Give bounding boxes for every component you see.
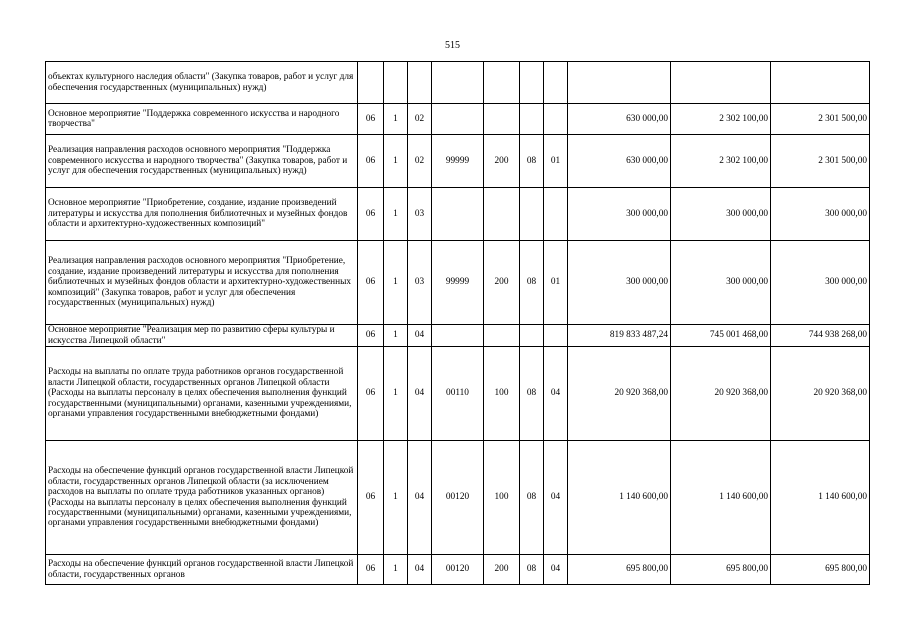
amount-year-1 xyxy=(568,62,671,104)
row-description: Основное мероприятие "Приобретение, создание, издание произведений литературы и искусства для пополнения библиотечных и музейных фондов области и архитектурно-художественных композиций" xyxy=(46,188,358,241)
table-row xyxy=(46,188,870,241)
amount-year-3: 2 301 500,00 xyxy=(771,135,870,188)
amount-year-2 xyxy=(671,62,771,104)
expense-type-code: 200 xyxy=(484,241,520,325)
expense-direction-code: 00120 xyxy=(432,555,484,585)
row-description: Расходы на выплаты по оплате труда работников органов государственной власти Липецкой области, государственных органов Липецкой области (Расходы на выплаты персоналу в целях обеспечения выполнения функций государственными (муниципальными) органами, казенными учреждениями, органами управления государственными внебюджетными фондами) xyxy=(46,347,358,441)
activity-code: 02 xyxy=(408,104,432,135)
activity-code: 02 xyxy=(408,135,432,188)
table-row xyxy=(46,104,870,135)
subprogram-code: 1 xyxy=(384,241,408,325)
row-description: Основное мероприятие "Реализация мер по развитию сферы культуры и искусства Липецкой области" xyxy=(46,325,358,347)
subsection-code xyxy=(544,188,568,241)
activity-code: 03 xyxy=(408,241,432,325)
amount-year-2: 300 000,00 xyxy=(671,188,771,241)
program-code: 06 xyxy=(358,325,384,347)
subsection-code xyxy=(544,104,568,135)
subprogram-code: 1 xyxy=(384,188,408,241)
subsection-code: 01 xyxy=(544,241,568,325)
subprogram-code: 1 xyxy=(384,555,408,585)
expense-type-code: 100 xyxy=(484,441,520,555)
table-row xyxy=(46,62,870,104)
expense-type-code xyxy=(484,188,520,241)
amount-year-3: 695 800,00 xyxy=(771,555,870,585)
amount-year-3: 744 938 268,00 xyxy=(771,325,870,347)
row-description: Реализация направления расходов основного мероприятия "Приобретение, создание, издание произведений литературы и искусства для пополнения библиотечных и музейных фондов области и архитектурно-художественных композиций" (Закупка товаров, работ и услуг для обеспечения государственных (муниципальных) нужд) xyxy=(46,241,358,325)
amount-year-2: 695 800,00 xyxy=(671,555,771,585)
subprogram-code: 1 xyxy=(384,347,408,441)
amount-year-1: 630 000,00 xyxy=(568,104,671,135)
section-code: 08 xyxy=(520,441,544,555)
expense-direction-code xyxy=(432,104,484,135)
section-code: 08 xyxy=(520,241,544,325)
activity-code: 03 xyxy=(408,188,432,241)
amount-year-3: 20 920 368,00 xyxy=(771,347,870,441)
section-code xyxy=(520,62,544,104)
activity-code xyxy=(408,62,432,104)
subsection-code: 04 xyxy=(544,555,568,585)
expense-type-code xyxy=(484,325,520,347)
subprogram-code: 1 xyxy=(384,325,408,347)
expense-direction-code xyxy=(432,325,484,347)
program-code: 06 xyxy=(358,347,384,441)
expense-direction-code xyxy=(432,188,484,241)
section-code xyxy=(520,104,544,135)
program-code: 06 xyxy=(358,188,384,241)
amount-year-3 xyxy=(771,62,870,104)
amount-year-1: 300 000,00 xyxy=(568,241,671,325)
budget-table xyxy=(45,61,870,585)
program-code: 06 xyxy=(358,241,384,325)
program-code: 06 xyxy=(358,104,384,135)
subsection-code xyxy=(544,62,568,104)
expense-type-code: 200 xyxy=(484,555,520,585)
subsection-code xyxy=(544,325,568,347)
amount-year-2: 1 140 600,00 xyxy=(671,441,771,555)
amount-year-1: 20 920 368,00 xyxy=(568,347,671,441)
amount-year-2: 300 000,00 xyxy=(671,241,771,325)
expense-direction-code: 00110 xyxy=(432,347,484,441)
expense-direction-code: 99999 xyxy=(432,241,484,325)
subsection-code: 04 xyxy=(544,441,568,555)
amount-year-2: 20 920 368,00 xyxy=(671,347,771,441)
expense-type-code xyxy=(484,62,520,104)
section-code: 08 xyxy=(520,347,544,441)
program-code: 06 xyxy=(358,555,384,585)
expense-type-code xyxy=(484,104,520,135)
amount-year-3: 1 140 600,00 xyxy=(771,441,870,555)
amount-year-2: 2 302 100,00 xyxy=(671,104,771,135)
program-code: 06 xyxy=(358,135,384,188)
amount-year-3: 300 000,00 xyxy=(771,241,870,325)
program-code xyxy=(358,62,384,104)
amount-year-3: 2 301 500,00 xyxy=(771,104,870,135)
subprogram-code: 1 xyxy=(384,441,408,555)
row-description: объектах культурного наследия области" (Закупка товаров, работ и услуг для обеспечения государственных (муниципальных) нужд) xyxy=(46,62,358,104)
row-description: Реализация направления расходов основного мероприятия "Поддержка современного искусства и народного творчества" (Закупка товаров, работ и услуг для обеспечения государственных (муниципальных) нужд) xyxy=(46,135,358,188)
subsection-code: 04 xyxy=(544,347,568,441)
table-row xyxy=(46,325,870,347)
amount-year-1: 695 800,00 xyxy=(568,555,671,585)
amount-year-2: 745 001 468,00 xyxy=(671,325,771,347)
section-code xyxy=(520,188,544,241)
table-row xyxy=(46,135,870,188)
amount-year-1: 630 000,00 xyxy=(568,135,671,188)
expense-type-code: 100 xyxy=(484,347,520,441)
amount-year-1: 300 000,00 xyxy=(568,188,671,241)
table-row xyxy=(46,241,870,325)
row-description: Расходы на обеспечение функций органов государственной власти Липецкой области, государственных органов xyxy=(46,555,358,585)
expense-type-code: 200 xyxy=(484,135,520,188)
subprogram-code: 1 xyxy=(384,135,408,188)
section-code xyxy=(520,325,544,347)
activity-code: 04 xyxy=(408,325,432,347)
amount-year-1: 819 833 487,24 xyxy=(568,325,671,347)
expense-direction-code: 99999 xyxy=(432,135,484,188)
expense-direction-code xyxy=(432,62,484,104)
table-row xyxy=(46,441,870,555)
row-description: Основное мероприятие "Поддержка современного искусства и народного творчества" xyxy=(46,104,358,135)
activity-code: 04 xyxy=(408,555,432,585)
activity-code: 04 xyxy=(408,441,432,555)
activity-code: 04 xyxy=(408,347,432,441)
row-description: Расходы на обеспечение функций органов государственной власти Липецкой области, государственных органов Липецкой области (за исключением расходов на выплаты по оплате труда работников указанных органов) (Расходы на выплаты персоналу в целях обеспечения выполнения функций государственными (муниципальными) органами, казенными учреждениями, органами управления государственными внебюджетными фондами) xyxy=(46,441,358,555)
section-code: 08 xyxy=(520,135,544,188)
subprogram-code: 1 xyxy=(384,104,408,135)
table-row xyxy=(46,555,870,585)
subprogram-code xyxy=(384,62,408,104)
amount-year-2: 2 302 100,00 xyxy=(671,135,771,188)
table-row xyxy=(46,347,870,441)
section-code: 08 xyxy=(520,555,544,585)
expense-direction-code: 00120 xyxy=(432,441,484,555)
subsection-code: 01 xyxy=(544,135,568,188)
page-number: 515 xyxy=(445,40,460,51)
amount-year-1: 1 140 600,00 xyxy=(568,441,671,555)
program-code: 06 xyxy=(358,441,384,555)
amount-year-3: 300 000,00 xyxy=(771,188,870,241)
